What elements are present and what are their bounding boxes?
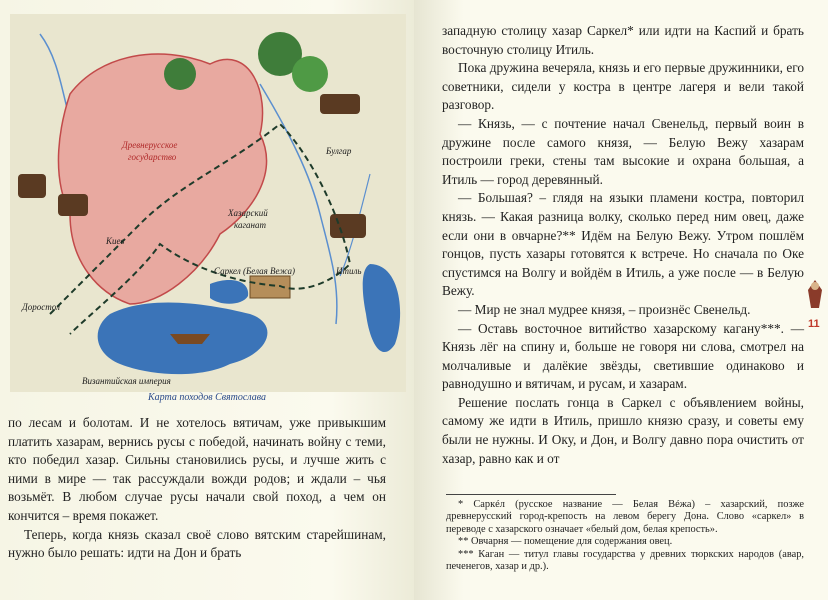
right-page-text <box>442 22 804 468</box>
paragraph: по лесам и болотам. И не хотелось вятичам, уже привыкшим платить хазарам, вернись русы с победой, начинать войну с теми, кто победил хазар. Сильны становились русы, и лучше жить с ними в мире — так рассуждали вожди родов; и ждали – чья возьмёт. В любом случае русы начали свой поход, а чем он кончится – время покажет. <box>8 415 386 523</box>
map-label-khazar: Хазарский <box>228 208 268 218</box>
paragraph: Решение послать гонца в Саркел с объявлением войны, самому же идти в Итиль, пришло князю сразу, и советы ему были не нужны. И Оку, и Дон, и Волгу давно пора очистить от хазар, равно как и от <box>442 394 804 466</box>
paragraph: Теперь, когда князь сказал своё слово вятским старейшинам, нужно было решать: идти на Дон и брать <box>8 526 386 561</box>
paragraph: — Большая? – глядя на языки пламени костра, повторил князь. — Какая разница волку, сколько перед ним овец, даже если они в овчарне?** Идём на Белую Вежу. Утром пошлём гонцов, пусть хазары готовятся к встрече. Но сначала по Оке спустимся на Волгу и войдём в Итиль, а уже после — в Белую Вежу. <box>442 190 804 299</box>
map-label-itil: Итиль <box>336 266 362 276</box>
footnote-divider <box>446 494 616 495</box>
paragraph: — Оставь восточное витийство хазарскому кагану***. — Князь лёг на спину и, больше не говоря ни слова, смотрел на молчаливые и далёкие звёзды, светившие одинаково и равнодушно и вятичам, и русам, и хазарам. <box>442 320 804 392</box>
footnote: ** Овчарня — помещение для содержания овец. <box>458 536 673 548</box>
forest-icon <box>292 56 328 92</box>
map-label-sarkel: Саркел (Белая Вежа) <box>214 266 296 276</box>
map-caption: Карта походов Святослава <box>147 392 267 403</box>
map-label-bulgar: Булгар <box>326 146 352 156</box>
paragraph: Пока дружина вечеряла, князь и его первые дружинники, его советники, сидели у костра в центре лагеря и вели такой разговор. <box>442 60 804 113</box>
footnote: * Саркéл (русское название — Белая Вéжа) – хазарский, позже древнерусский город-крепость на левом берегу Дона. Слово «саркел» в переводе с хазарского означает «белый дом, белая крепость». <box>446 499 804 535</box>
map-label-khazar: каганат <box>234 220 266 230</box>
sea-of-azov <box>210 280 248 304</box>
map-label-kiev: Киев <box>106 236 125 246</box>
left-page-text <box>8 414 386 563</box>
footnote: *** Каган — титул главы государства у древних тюркских народов (авар, печенегов, хазар и др.). <box>446 548 804 573</box>
map-label-byzantium: Византийская империя <box>82 376 171 386</box>
map-label-old-rus-state: государство <box>128 152 177 162</box>
paragraph: — Князь, — с почтение начал Свенельд, первый воин в дружине после самого князя, — Белую Вежу хазарам построили греки, стены там высокие и охрана большая, а Итиль — город деревянный. <box>442 115 804 187</box>
forest-icon <box>164 58 196 90</box>
paragraph: западную столицу хазар Саркел* или идти на Каспий и брать восточную столицу Итиль. <box>442 23 804 57</box>
paragraph: — Мир не знал мудрее князя, – произнёс Свенельд. <box>458 301 751 317</box>
page-number: 11 <box>808 318 820 330</box>
map-label-dorostol: Доростол <box>22 302 60 312</box>
footnotes <box>446 494 804 573</box>
map-label-old-rus-state: Древнерусское <box>122 140 178 150</box>
campaign-map <box>10 14 406 392</box>
